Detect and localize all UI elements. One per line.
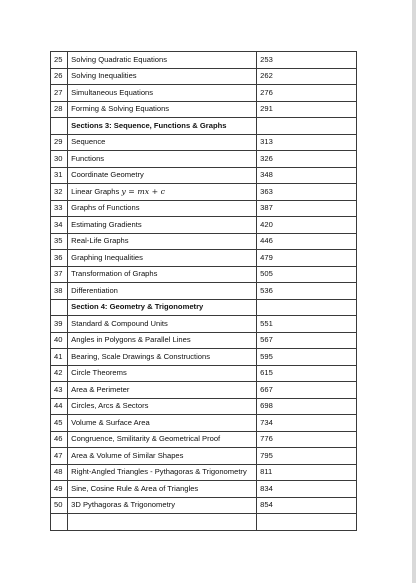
chapter-title: Forming & Solving Equations xyxy=(68,101,257,118)
page-number: 667 xyxy=(257,382,357,399)
chapter-title: Solving Inequalities xyxy=(68,68,257,85)
chapter-number: 38 xyxy=(51,283,68,300)
chapter-title xyxy=(68,184,257,201)
page-number: 276 xyxy=(257,85,357,102)
page-number: 313 xyxy=(257,134,357,151)
page-number: 253 xyxy=(257,52,357,69)
page-number: 348 xyxy=(257,167,357,184)
table-row xyxy=(51,151,357,168)
chapter-title: Circles, Arcs & Sectors xyxy=(68,398,257,415)
chapter-number: 48 xyxy=(51,464,68,481)
page-number: 734 xyxy=(257,415,357,432)
chapter-title: Sequence xyxy=(68,134,257,151)
table-row xyxy=(51,382,357,399)
chapter-number: 36 xyxy=(51,250,68,267)
section-title: Section 4: Geometry & Trigonometry xyxy=(68,299,257,316)
chapter-number: 41 xyxy=(51,349,68,366)
chapter-number: 39 xyxy=(51,316,68,333)
chapter-title: 3D Pythagoras & Trigonometry xyxy=(68,497,257,514)
chapter-title: Solving Quadratic Equations xyxy=(68,52,257,69)
page-number: 795 xyxy=(257,448,357,465)
chapter-number xyxy=(51,299,68,316)
page-number: 387 xyxy=(257,200,357,217)
chapter-title: Sine, Cosine Rule & Area of Triangles xyxy=(68,481,257,498)
page-number: 291 xyxy=(257,101,357,118)
table-row xyxy=(51,332,357,349)
table-row xyxy=(51,52,357,69)
chapter-number: 33 xyxy=(51,200,68,217)
table-row xyxy=(51,167,357,184)
table-row xyxy=(51,200,357,217)
equation: y = mx + c xyxy=(121,186,165,196)
chapter-number: 47 xyxy=(51,448,68,465)
page-number: 776 xyxy=(257,431,357,448)
table-row xyxy=(51,316,357,333)
table-row xyxy=(51,266,357,283)
table-row xyxy=(51,217,357,234)
table-row xyxy=(51,134,357,151)
section-header-row xyxy=(51,299,357,316)
table-row xyxy=(51,349,357,366)
chapter-title-text: Linear Graphs xyxy=(71,186,120,196)
chapter-title: Volume & Surface Area xyxy=(68,415,257,432)
section-header-row xyxy=(51,118,357,135)
chapter-number: 29 xyxy=(51,134,68,151)
chapter-number: 35 xyxy=(51,233,68,250)
chapter-title: Bearing, Scale Drawings & Constructions xyxy=(68,349,257,366)
chapter-number: 43 xyxy=(51,382,68,399)
page-number: 446 xyxy=(257,233,357,250)
chapter-number: 45 xyxy=(51,415,68,432)
section-title: Sections 3: Sequence, Functions & Graphs xyxy=(68,118,257,135)
chapter-number: 40 xyxy=(51,332,68,349)
chapter-number: 50 xyxy=(51,497,68,514)
page-number: 363 xyxy=(257,184,357,201)
chapter-title: Right-Angled Triangles - Pythagoras & Trigonometry xyxy=(68,464,257,481)
page-number: 811 xyxy=(257,464,357,481)
page-number: 479 xyxy=(257,250,357,267)
table-row xyxy=(51,398,357,415)
chapter-number: 42 xyxy=(51,365,68,382)
chapter-title: Standard & Compound Units xyxy=(68,316,257,333)
chapter-title: Functions xyxy=(68,151,257,168)
table-row xyxy=(51,431,357,448)
chapter-title: Simultaneous Equations xyxy=(68,85,257,102)
page-number: 551 xyxy=(257,316,357,333)
table-row xyxy=(51,497,357,514)
table-row xyxy=(51,85,357,102)
page-number: 698 xyxy=(257,398,357,415)
page-number: 567 xyxy=(257,332,357,349)
page-number: 536 xyxy=(257,283,357,300)
chapter-title: Coordinate Geometry xyxy=(68,167,257,184)
page-number: 615 xyxy=(257,365,357,382)
table-row xyxy=(51,250,357,267)
table-of-contents xyxy=(50,51,357,531)
page-number: 854 xyxy=(257,497,357,514)
chapter-number: 34 xyxy=(51,217,68,234)
table-row xyxy=(51,448,357,465)
page-number xyxy=(257,118,357,135)
table-row xyxy=(51,365,357,382)
chapter-number: 25 xyxy=(51,52,68,69)
table-row xyxy=(51,464,357,481)
chapter-number: 46 xyxy=(51,431,68,448)
chapter-title xyxy=(68,514,257,531)
toc-body xyxy=(51,52,357,531)
page-edge-shadow xyxy=(412,0,416,583)
page-number: 326 xyxy=(257,151,357,168)
table-row xyxy=(51,101,357,118)
chapter-title: Circle Theorems xyxy=(68,365,257,382)
chapter-number: 26 xyxy=(51,68,68,85)
chapter-title: Area & Volume of Similar Shapes xyxy=(68,448,257,465)
table-row xyxy=(51,481,357,498)
page-number xyxy=(257,514,357,531)
chapter-number: 49 xyxy=(51,481,68,498)
chapter-number: 30 xyxy=(51,151,68,168)
table-row xyxy=(51,68,357,85)
chapter-number: 28 xyxy=(51,101,68,118)
page-number: 595 xyxy=(257,349,357,366)
table-row xyxy=(51,415,357,432)
chapter-title: Area & Perimeter xyxy=(68,382,257,399)
chapter-number: 44 xyxy=(51,398,68,415)
chapter-title: Graphing Inequalities xyxy=(68,250,257,267)
chapter-title: Graphs of Functions xyxy=(68,200,257,217)
chapter-title: Estimating Gradients xyxy=(68,217,257,234)
chapter-title: Congruence, Smilitarity & Geometrical Proof xyxy=(68,431,257,448)
table-row xyxy=(51,283,357,300)
chapter-number: 31 xyxy=(51,167,68,184)
chapter-title: Differentiation xyxy=(68,283,257,300)
chapter-number xyxy=(51,514,68,531)
page-number: 834 xyxy=(257,481,357,498)
page-number: 262 xyxy=(257,68,357,85)
chapter-title: Real-Life Graphs xyxy=(68,233,257,250)
chapter-number: 37 xyxy=(51,266,68,283)
chapter-number: 27 xyxy=(51,85,68,102)
chapter-number xyxy=(51,118,68,135)
chapter-title: Transformation of Graphs xyxy=(68,266,257,283)
table-row xyxy=(51,233,357,250)
table-row xyxy=(51,514,357,531)
chapter-title: Angles in Polygons & Parallel Lines xyxy=(68,332,257,349)
page-number: 420 xyxy=(257,217,357,234)
table-row xyxy=(51,184,357,201)
chapter-number: 32 xyxy=(51,184,68,201)
page-number: 505 xyxy=(257,266,357,283)
page-number xyxy=(257,299,357,316)
